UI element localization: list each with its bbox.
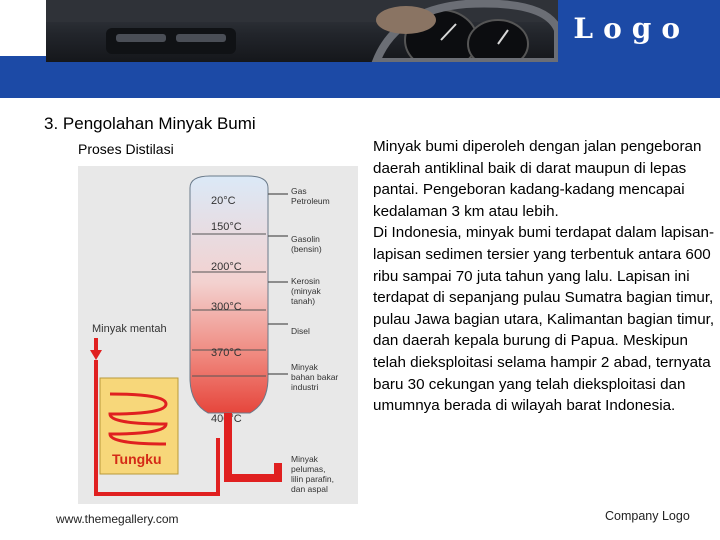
product-label-kerosin: Kerosin (minyak tanah) [291, 276, 321, 306]
footer-company: Company Logo [605, 509, 690, 523]
header-accent-strip [0, 56, 46, 68]
section-title: 3. Pengolahan Minyak Bumi [44, 114, 256, 133]
body-text [373, 136, 715, 417]
product-label-fuel-oil: Minyak bahan bakar industri [291, 362, 339, 392]
product-label-disel: Disel [291, 326, 310, 336]
temp-label: 370°C [211, 347, 242, 359]
product-label-residue: Minyak pelumas, lilin parafin, dan aspal [291, 454, 334, 494]
diagram-title: Proses Distilasi [78, 141, 174, 157]
distillation-diagram [78, 138, 358, 504]
temp-label: 400°C [211, 413, 242, 425]
distillation-figure [78, 138, 358, 504]
dashboard-image [46, 0, 558, 62]
temp-label: 200°C [211, 261, 242, 273]
product-label-gasolin: Gasolin (bensin) [291, 234, 322, 254]
temp-label: 20°C [211, 195, 236, 207]
paragraph: Minyak bumi diperoleh dengan jalan pengeboran daerah antiklinal baik di darat maupun di lepas pantai. Pengeboran kadang-kadang mencapai kedalaman 3 km atau lebih. [373, 138, 702, 220]
header-corner [0, 0, 46, 56]
feed-label: Minyak mentah [92, 323, 167, 335]
logo-text: Logo [573, 12, 690, 45]
paragraph: Di Indonesia, minyak bumi terdapat dalam lapisan-lapisan sedimen tersier yang terbentuk antara 600 ribu sampai 70 juta tahun yang lalu. Lapisan ini terdapat di sepanjang pulau Sumatra bagian timur, pulau Jawa bagian utara, Kalimantan bagian timur, dan daerah kepala burung di Papua. Meskipun telah dieksploitasi selama hampir 2 abad, ternyata baru 30 cekungan yang telah dieksploitasi dan umumnya berada di wilayah barat Indonesia. [373, 224, 715, 415]
temp-label: 300°C [211, 301, 242, 313]
footer-url: www.themegallery.com [56, 512, 179, 526]
furnace-label: Tungku [112, 451, 162, 467]
header-dashboard-photo [46, 0, 558, 62]
product-label-gas: Gas Petroleum [291, 186, 330, 206]
distillation-column [190, 176, 268, 413]
temp-label: 150°C [211, 221, 242, 233]
